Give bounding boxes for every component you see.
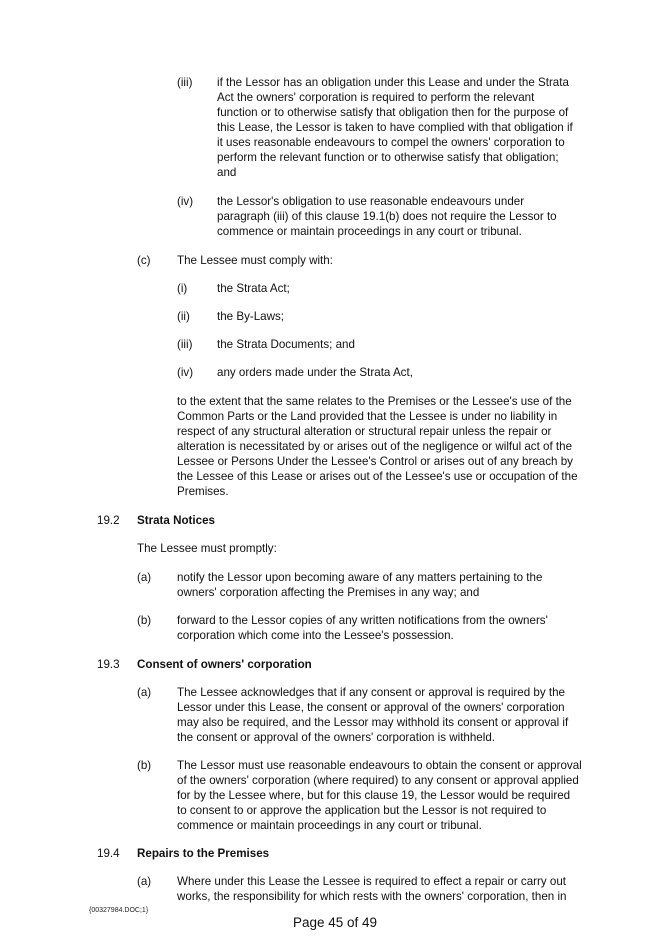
item-label: (iv) <box>177 366 194 379</box>
item-label: (ii) <box>177 310 190 323</box>
item-text: The Lessee must comply with: <box>177 254 333 267</box>
item-text: the Strata Documents; and <box>217 338 355 351</box>
clause-heading: Consent of owners' corporation <box>137 658 312 671</box>
clause-heading: Strata Notices <box>137 514 215 527</box>
item-label: (c) <box>137 254 151 267</box>
item-label: (b) <box>137 759 152 772</box>
clause-heading: Repairs to the Premises <box>137 847 270 860</box>
item-text: Where under this Lease the Lessee is required to effect a repair or carry out works, the responsibility for which rests with the owners' corporation, then in <box>177 875 567 903</box>
item-text: the Strata Act; <box>217 282 290 295</box>
item-text: The Lessor must use reasonable endeavours to obtain the consent or approval of the owners' corporation (where required) to any consent or approval applied for by the Lessee where, but for this clause 19, the Lessor would be required to consent to or approve the application but the Lessor is not required to commence or maintain proceedings in any court or tribunal. <box>177 759 582 832</box>
item-text: forward to the Lessor copies of any written notifications from the owners' corporation which come into the Lessee's possession. <box>177 614 548 642</box>
clause-number: 19.3 <box>97 658 120 671</box>
item-text: any orders made under the Strata Act, <box>217 366 413 379</box>
item-text: the Lessor's obligation to use reasonable endeavours under paragraph (iii) of this clause 19.1(b) does not require the Lessor to commence or maintain proceedings in any court or tribunal. <box>217 195 557 238</box>
clause-intro: The Lessee must promptly: <box>137 542 277 555</box>
clause-number: 19.2 <box>97 514 120 527</box>
item-label: (a) <box>137 875 152 888</box>
item-text: if the Lessor has an obligation under this Lease and under the Strata Act the owners' corporation is required to perform the relevant function or to otherwise satisfy that obligation then for the purpose of this Lease, the Lessor is taken to have complied with that obligation if it uses reasonable endeavours to compel the owners' corporation to perform the relevant function or to otherwise satisfy that obligation; and <box>217 76 573 179</box>
item-label: (a) <box>137 686 152 699</box>
item-text: notify the Lessor upon becoming aware of any matters pertaining to the owners' corporation affecting the Premises in any way; and <box>177 571 543 599</box>
item-label: (iii) <box>177 76 193 89</box>
item-label: (iii) <box>177 338 193 351</box>
clause-number: 19.4 <box>97 847 120 860</box>
clause-tail-text: to the extent that the same relates to the Premises or the Lessee's use of the Common Parts or the Land provided that the Lessee is under no liability in respect of any structural alteration or structural repair unless the repair or alteration is necessitated by or arises out of the negligence or wilful act of the Lessee or Persons Under the Lessee's Control or arises out of any breach by the Lessee of this Lease or arises out of the Lessee's use or occupation of the Premises. <box>177 395 578 498</box>
item-label: (b) <box>137 614 152 627</box>
item-text: the By-Laws; <box>217 310 285 323</box>
page-number: Page 45 of 49 <box>292 915 378 930</box>
item-label: (iv) <box>177 195 194 208</box>
item-label: (a) <box>137 571 152 584</box>
item-text: The Lessee acknowledges that if any consent or approval is required by the Lessor under this Lease, the consent or approval of the owners' corporation may also be required, and the Lessor may withhold its consent or approval if the consent or approval of the owners' corporation is withheld. <box>177 686 569 744</box>
document-reference: {00327984.DOC;1} <box>89 907 149 914</box>
item-label: (i) <box>177 282 188 295</box>
